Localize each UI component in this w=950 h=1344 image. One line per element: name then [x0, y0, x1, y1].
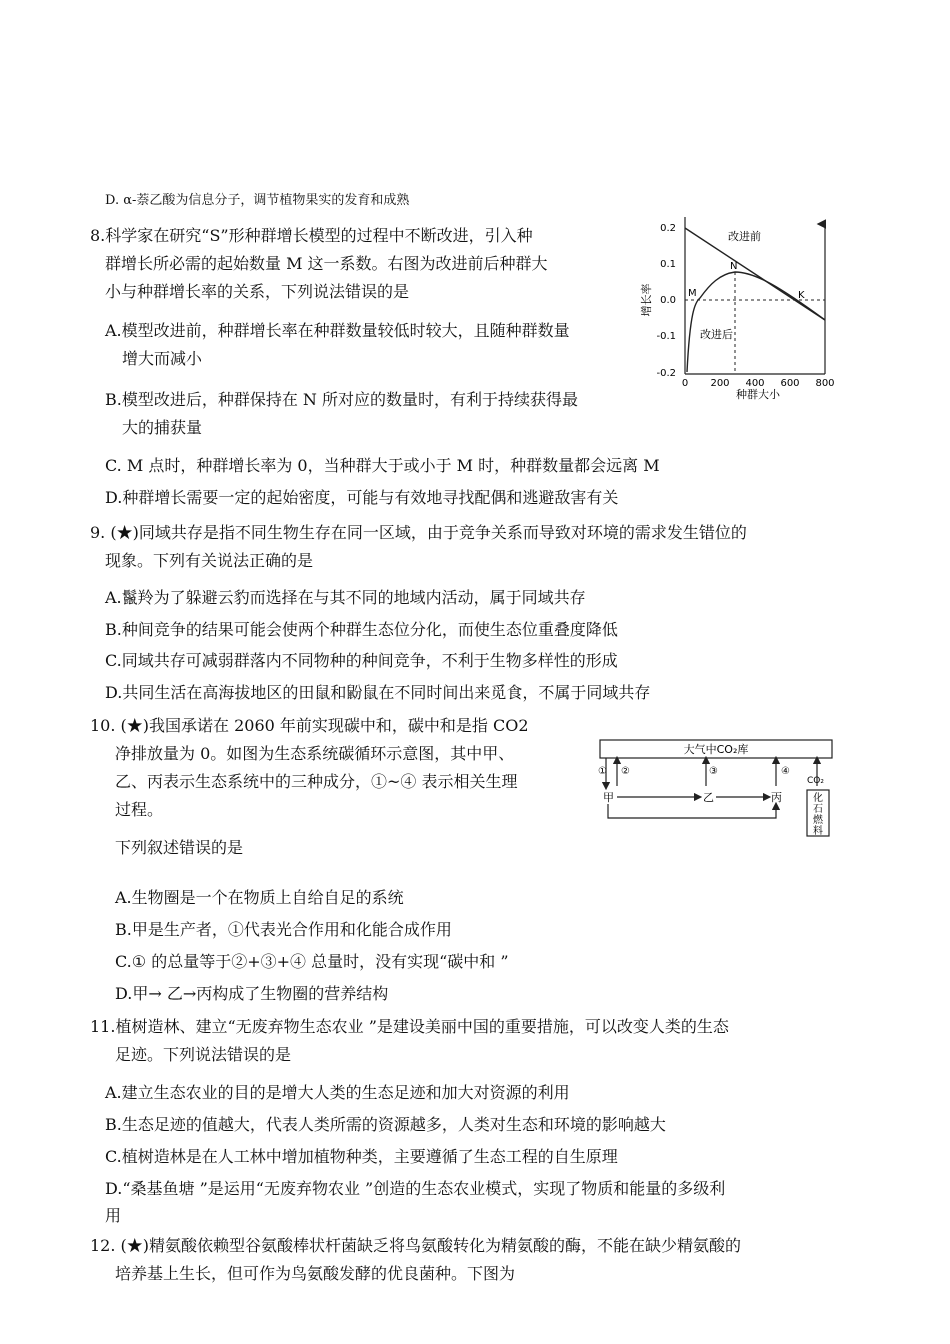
q8-option-b-line1: B.模型改进后，种群保持在 N 所对应的数量时，有利于持续获得最 [105, 390, 579, 409]
xlabel: 种群大小 [736, 388, 780, 401]
q8-stem-line3: 小与种群增长率的关系，下列说法错误的是 [105, 282, 410, 301]
q10-stem-line2: 净排放量为 0。如图为生态系统碳循环示意图，其中甲、 [115, 744, 515, 763]
q10-option-d: D.甲→ 乙→丙构成了生物圈的营养结构 [115, 984, 389, 1003]
label-3: ③ [709, 766, 718, 777]
point-k: K [798, 290, 805, 301]
q10-stem-line3: 乙、丙表示生态系统中的三种成分，①~④ 表示相关生理 [115, 772, 518, 791]
node-jia: 甲 [603, 791, 614, 804]
arrow-jia-bing [608, 804, 776, 818]
xtick-3: 600 [780, 378, 800, 389]
node-bing: 丙 [771, 791, 782, 804]
ytick-0: 0.2 [660, 223, 676, 234]
q8-option-d: D.种群增长需要一定的起始密度，可能与有效地寻找配偶和逃避敌害有关 [105, 488, 619, 507]
label-before: 改进前 [728, 230, 761, 243]
q11-option-d-line2: 用 [105, 1206, 122, 1225]
xtick-2: 400 [745, 378, 765, 389]
label-4: ④ [781, 766, 790, 777]
q8-option-b-line2: 大的捕获量 [122, 418, 203, 437]
q10-carbon-cycle-diagram [595, 738, 840, 840]
q12-stem-line1: 12. (★)精氨酸依赖型谷氨酸棒状杆菌缺乏将鸟氨酸转化为精氨酸的酶，不能在缺少精氨酸的 [90, 1236, 742, 1255]
q8-option-a-line1: A.模型改进前，种群增长率在种群数量较低时较大，且随种群数量 [105, 321, 570, 340]
q11-option-d-line1: D.“桑基鱼塘 ”是运用“无废弃物农业 ”创造的生态农业模式，实现了物质和能量的多级利 [105, 1179, 726, 1198]
ytick-4: -0.2 [656, 368, 676, 379]
point-m: M [688, 288, 697, 299]
point-n: N [730, 261, 738, 272]
q8-stem-line1: 8.科学家在研究“S”形种群增长模型的过程中不断改进，引入种 [90, 226, 533, 245]
fuel-char-3: 燃 [813, 815, 823, 826]
q9-option-a: A.鬣羚为了躲避云豹而选择在与其不同的地域内活动，属于同域共存 [105, 588, 586, 607]
xtick-0: 0 [681, 378, 689, 389]
atmosphere-label: 大气中CO₂库 [683, 743, 749, 756]
q8-option-a-line2: 增大而减小 [122, 349, 203, 368]
label-co2: CO₂ [807, 776, 824, 786]
q7-option-d: D. α-萘乙酸为信息分子，调节植物果实的发育和成熟 [105, 193, 410, 208]
q10-stem-line4: 过程。 [115, 800, 164, 819]
xtick-4: 800 [815, 378, 835, 389]
q9-option-c: C.同域共存可减弱群落内不同物种的种间竞争，不利于生物多样性的形成 [105, 651, 618, 670]
label-after: 改进后 [700, 328, 733, 341]
q10-stem-line1: 10. (★)我国承诺在 2060 年前实现碳中和，碳中和是指 CO2 [90, 716, 529, 735]
q9-stem-line2: 现象。下列有关说法正确的是 [105, 551, 314, 570]
q9-option-b: B.种间竞争的结果可能会使两个种群生态位分化，而使生态位重叠度降低 [105, 620, 618, 639]
q10-option-a: A.生物圈是一个在物质上自给自足的系统 [115, 888, 404, 907]
label-1: ① [598, 766, 607, 777]
q11-option-c: C.植树造林是在人工林中增加植物种类，主要遵循了生态工程的自生原理 [105, 1147, 618, 1166]
fuel-char-2: 石 [813, 804, 823, 815]
q9-stem-line1: 9. (★)同域共存是指不同生物生存在同一区域，由于竞争关系而导致对环境的需求发生错位的 [90, 523, 747, 542]
q11-stem-line1: 11.植树造林、建立“无废弃物生态农业 ”是建设美丽中国的重要措施，可以改变人类的生态 [90, 1017, 729, 1036]
label-2: ② [621, 766, 630, 777]
fuel-char-1: 化 [813, 793, 823, 804]
ytick-2: 0.0 [660, 295, 676, 306]
q9-option-d: D.共同生活在高海拔地区的田鼠和鼢鼠在不同时间出来觅食，不属于同域共存 [105, 683, 651, 702]
q11-option-a: A.建立生态农业的目的是增大人类的生态足迹和加大对资源的利用 [105, 1083, 570, 1102]
q8-option-c: C. M 点时，种群增长率为 0，当种群大于或小于 M 时，种群数量都会远离 M [105, 456, 660, 475]
fuel-char-4: 料 [813, 826, 823, 837]
q8-stem-line2: 群增长所必需的起始数量 M 这一系数。右图为改进前后种群大 [105, 254, 548, 273]
q11-option-b: B.生态足迹的值越大，代表人类所需的资源越多，人类对生态和环境的影响越大 [105, 1115, 666, 1134]
curve-after [687, 272, 825, 372]
q12-stem-line2: 培养基上生长，但可作为鸟氨酸发酵的优良菌种。下图为 [115, 1264, 516, 1283]
ytick-3: -0.1 [656, 331, 676, 342]
q10-option-c: C.① 的总量等于②+③+④ 总量时，没有实现“碳中和 ” [115, 952, 509, 971]
q10-option-b: B.甲是生产者，①代表光合作用和化能合成作用 [115, 920, 452, 939]
node-yi: 乙 [703, 791, 714, 804]
q11-stem-line2: 足迹。下列说法错误的是 [115, 1045, 292, 1064]
xtick-1: 200 [710, 378, 730, 389]
ytick-1: 0.1 [660, 259, 676, 270]
q10-lead: 下列叙述错误的是 [115, 838, 244, 857]
q8-growth-chart [640, 212, 840, 402]
ylabel: 增长率 [640, 283, 653, 317]
